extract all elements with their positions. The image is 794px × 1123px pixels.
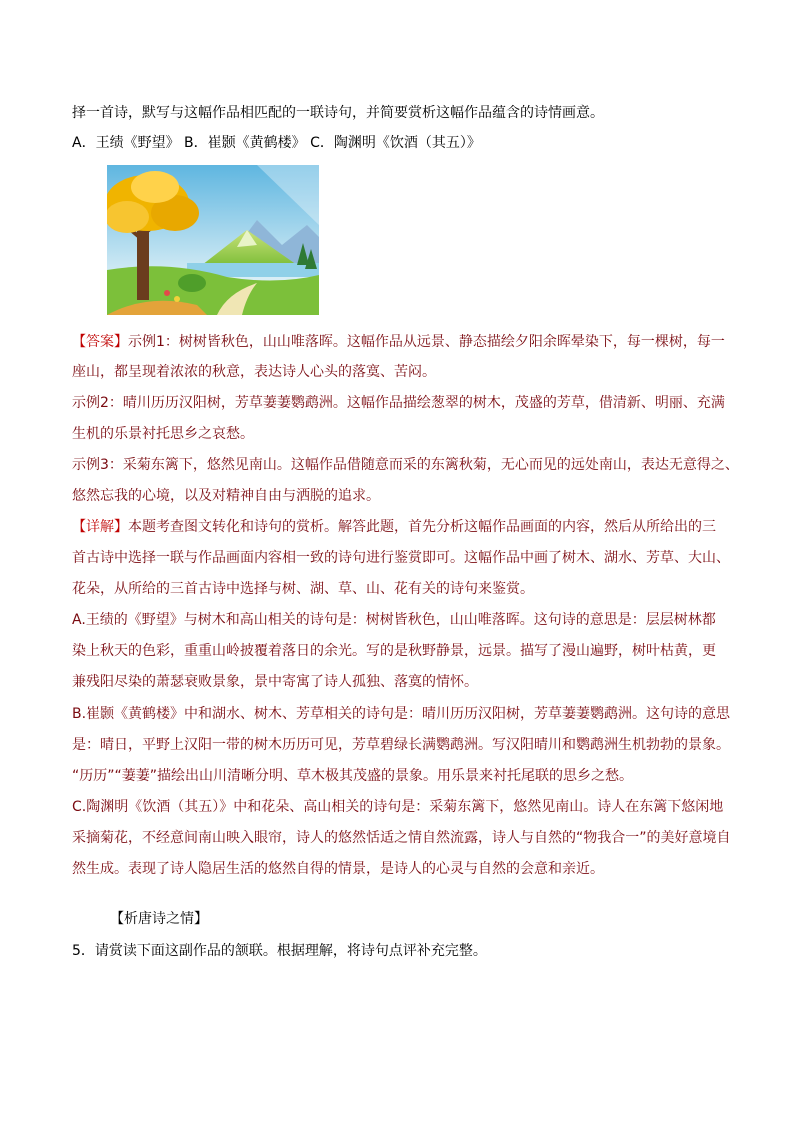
answer-line-4: 生机的乐景衬托思乡之哀愁。: [72, 426, 254, 442]
autumn-landscape-illustration: [107, 165, 319, 315]
question-5: 5．请赏读下面这副作品的颔联。根据理解，将诗句点评补充完整。: [72, 943, 487, 959]
detail-line-9: “历历”“萋萋”描绘出山川清晰分明、草木极其茂盛的景象。用乐景来衬托尾联的思乡之愁。: [72, 768, 634, 784]
detail-line-8: 是：晴日，平野上汉阳一带的树木历历可见，芳草碧绿长满鹦鹉洲。写汉阳晴川和鹦鹉洲生机勃勃的景象。: [72, 737, 730, 753]
answer-options: A．王绩《野望》 B．崔颢《黄鹤楼》 C．陶渊明《饮酒（其五）》: [72, 135, 481, 151]
detail-line-12: 然生成。表现了诗人隐居生活的悠然自得的情景，是诗人的心灵与自然的会意和亲近。: [72, 861, 604, 877]
answer-tag: 【答案】: [72, 334, 128, 350]
detail-line-2: 首古诗中选择一联与作品画面内容相一致的诗句进行鉴赏即可。这幅作品中画了树木、湖水、芳草、大山、: [72, 550, 730, 566]
detail-line-10: C.陶渊明《饮酒（其五）》中和花朵、高山相关的诗句是：采菊东篱下，悠然见南山。诗人在东篱下悠闲地: [72, 799, 724, 815]
detail-line-7: B.崔颢《黄鹤楼》中和湖水、树木、芳草相关的诗句是：晴川历历汉阳树，芳草萋萋鹦鹉洲。这句诗的意思: [72, 706, 731, 722]
detail-line-4: A.王绩的《野望》与树木和高山相关的诗句是：树树皆秋色，山山唯落晖。这句诗的意思是：层层树林都: [72, 612, 716, 628]
detail-tag: 【详解】: [72, 519, 128, 535]
detail-line-6: 兼残阳尽染的萧瑟衰败景象，景中寄寓了诗人孤独、落寞的情怀。: [72, 674, 478, 690]
answer-line-2: 座山，都呈现着浓浓的秋意，表达诗人心头的落寞、苦闷。: [72, 364, 436, 380]
detail-line-1: 【详解】本题考查图文转化和诗句的赏析。解答此题，首先分析这幅作品画面的内容，然后从所给出的三: [72, 519, 716, 535]
answer-line-5: 示例3：采菊东篱下，悠然见南山。这幅作品借随意而采的东篱秋菊，无心而见的远处南山，表达无意得之、: [72, 457, 739, 473]
answer-line-3: 示例2：晴川历历汉阳树，芳草萋萋鹦鹉洲。这幅作品描绘葱翠的树木，茂盛的芳草，借清新、明丽、充满: [72, 395, 725, 411]
answer-line-6: 悠然忘我的心境，以及对精神自由与洒脱的追求。: [72, 488, 380, 504]
section-title: 【析唐诗之情】: [110, 911, 208, 927]
detail-line-11: 采摘菊花，不经意间南山映入眼帘，诗人的悠然恬适之情自然流露，诗人与自然的“物我合一”的美好意境自: [72, 830, 731, 846]
detail-line-3: 花朵，从所给的三首古诗中选择与树、湖、草、山、花有关的诗句来鉴赏。: [72, 581, 534, 597]
question-lead: 择一首诗，默写与这幅作品相匹配的一联诗句，并简要赏析这幅作品蕴含的诗情画意。: [72, 105, 604, 121]
answer-line-1: 【答案】示例1：树树皆秋色，山山唯落晖。这幅作品从远景、静态描绘夕阳余晖晕染下，每一棵树，每一: [72, 334, 725, 350]
detail-line-5: 染上秋天的色彩，重重山岭披覆着落日的余光。写的是秋野静景，远景。描写了漫山遍野，树叶枯黄，更: [72, 643, 716, 659]
